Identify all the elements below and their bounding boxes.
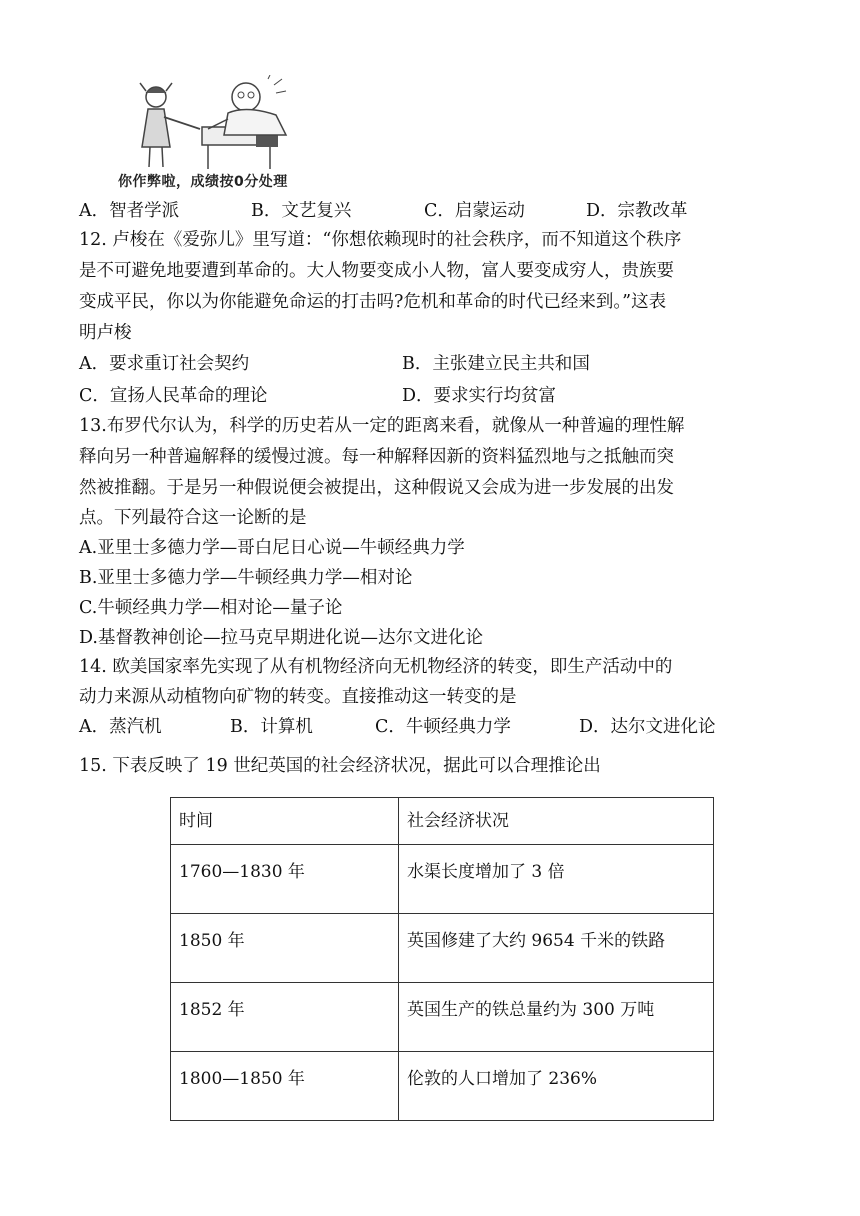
q11-option-a: A．智者学派 [79, 201, 180, 221]
q13-stem-line-3: 然被推翻。于是另一种假说便会被提出，这种假说又会成为进一步发展的出发 [79, 478, 674, 498]
q14-option-c: C．牛顿经典力学 [375, 717, 511, 737]
table-header-status: 社会经济状况 [399, 798, 714, 845]
q13-option-a: A.亚里士多德力学—哥白尼日心说—牛顿经典力学 [79, 538, 465, 558]
cartoon-illustration [116, 75, 342, 195]
q11-option-b: B．文艺复兴 [251, 201, 352, 221]
q12-stem-line-2: 是不可避免地要遭到革命的。大人物要变成小人物，富人要变成穷人，贵族要 [79, 261, 674, 281]
table-row [171, 1052, 714, 1121]
q12-stem-line-3: 变成平民，你以为你能避免命运的打击吗?危机和革命的时代已经来到。”这表 [79, 292, 667, 312]
table-cell-time: 1760—1830 年 [171, 845, 399, 914]
table-row [171, 983, 714, 1052]
q13-stem-line-1: 13.布罗代尔认为，科学的历史若从一定的距离来看，就像从一种普遍的理性解 [79, 416, 685, 436]
q11-option-d: D．宗教改革 [586, 201, 688, 221]
table-cell-status: 英国生产的铁总量约为 300 万吨 [399, 983, 714, 1052]
teacher-student-drawing [116, 75, 342, 171]
q13-stem-line-4: 点。下列最符合这一论断的是 [79, 508, 307, 528]
q12-option-a: A．要求重订社会契约 [79, 354, 250, 374]
table-row [171, 914, 714, 983]
q15-stem: 15. 下表反映了 19 世纪英国的社会经济状况，据此可以合理推论出 [79, 756, 601, 776]
table-cell-time: 1800—1850 年 [171, 1052, 399, 1121]
table-cell-time: 1850 年 [171, 914, 399, 983]
table-header-time: 时间 [171, 798, 399, 845]
q13-stem-line-2: 释向另一种普遍解释的缓慢过渡。每一种解释因新的资料猛烈地与之抵触而突 [79, 447, 674, 467]
table-cell-status: 伦敦的人口增加了 236% [399, 1052, 714, 1121]
q14-option-d: D．达尔文进化论 [579, 717, 716, 737]
q14-option-b: B．计算机 [230, 717, 313, 737]
q15-data-table [170, 797, 714, 1121]
q11-option-c: C．启蒙运动 [424, 201, 525, 221]
table-cell-time: 1852 年 [171, 983, 399, 1052]
q13-option-b: B.亚里士多德力学—牛顿经典力学—相对论 [79, 568, 413, 588]
q12-stem-line-1: 12. 卢梭在《爱弥儿》里写道：“你想依赖现时的社会秩序，而不知道这个秩序 [79, 230, 682, 250]
q13-option-c: C.牛顿经典力学—相对论—量子论 [79, 598, 343, 618]
q14-stem-line-1: 14. 欧美国家率先实现了从有机物经济向无机物经济的转变，即生产活动中的 [79, 657, 673, 677]
q14-stem-line-2: 动力来源从动植物向矿物的转变。直接推动这一转变的是 [79, 687, 517, 707]
table-row [171, 845, 714, 914]
table-cell-status: 水渠长度增加了 3 倍 [399, 845, 714, 914]
q12-stem-line-4: 明卢梭 [79, 323, 132, 343]
cartoon-caption: 你作弊啦，成绩按0分处理 [118, 174, 288, 190]
q13-option-d: D.基督教神创论—拉马克早期进化说—达尔文进化论 [79, 628, 483, 648]
q12-option-c: C．宣扬人民革命的理论 [79, 386, 268, 406]
q14-option-a: A．蒸汽机 [79, 717, 162, 737]
q12-option-b: B．主张建立民主共和国 [402, 354, 590, 374]
table-header-row [171, 798, 714, 845]
table-cell-status: 英国修建了大约 9654 千米的铁路 [399, 914, 714, 983]
q12-option-d: D．要求实行均贫富 [402, 386, 557, 406]
